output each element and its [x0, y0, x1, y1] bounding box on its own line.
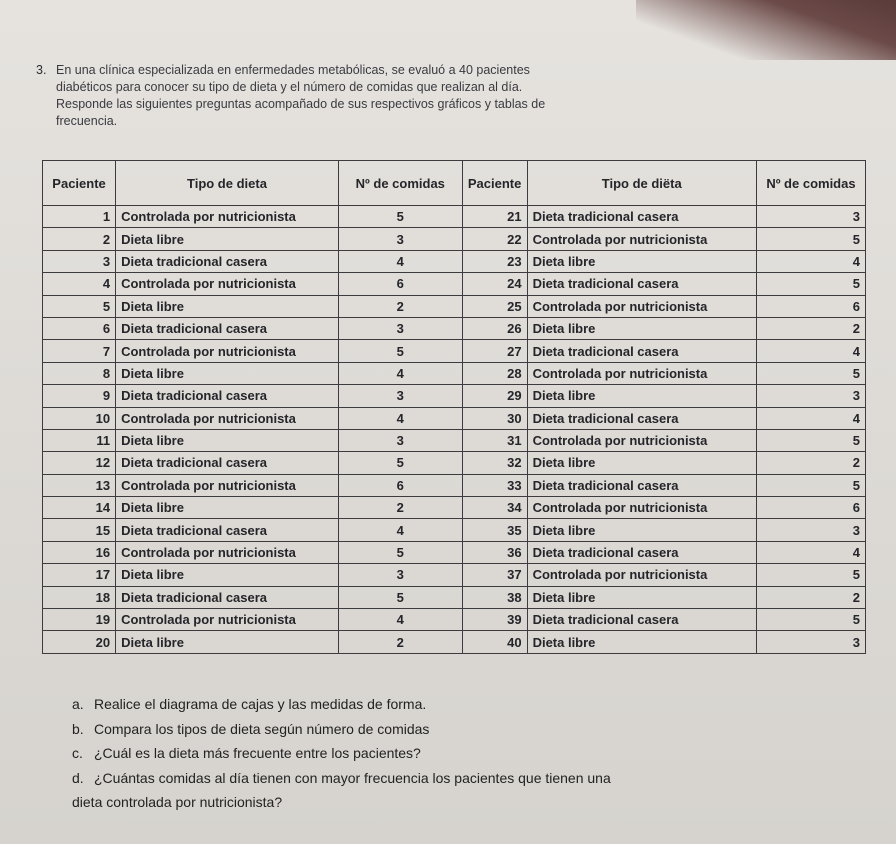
meals-count-cell: 3: [338, 228, 462, 250]
patient-number-cell: 27: [462, 340, 527, 362]
patient-diet-table: [42, 160, 866, 654]
problem-line: diabéticos para conocer su tipo de dieta y el número de comidas que realizan al día.: [56, 80, 523, 94]
header-patient-2: Paciente: [462, 161, 527, 206]
diet-type-cell: Dieta libre: [527, 519, 756, 541]
meals-count-cell: 6: [756, 295, 865, 317]
diet-type-cell: Dieta libre: [527, 586, 756, 608]
patient-number-cell: 26: [462, 317, 527, 339]
table-row: [43, 407, 866, 429]
meals-count-cell: 3: [338, 564, 462, 586]
meals-count-cell: 3: [756, 519, 865, 541]
header-meals: Nº de comidas: [338, 161, 462, 206]
header-diet-type-2: Tipo de diëta: [527, 161, 756, 206]
diet-type-cell: Dieta libre: [116, 631, 339, 653]
table-row: [43, 206, 866, 228]
patient-number-cell: 7: [43, 340, 116, 362]
meals-count-cell: 5: [756, 228, 865, 250]
patient-number-cell: 32: [462, 452, 527, 474]
question-a: [72, 692, 611, 717]
patient-number-cell: 1: [43, 206, 116, 228]
patient-number-cell: 22: [462, 228, 527, 250]
diet-type-cell: Controlada por nutricionista: [116, 206, 339, 228]
diet-type-cell: Dieta tradicional casera: [116, 317, 339, 339]
table-row: [43, 250, 866, 272]
patient-number-cell: 18: [43, 586, 116, 608]
meals-count-cell: 5: [338, 541, 462, 563]
table-row: [43, 362, 866, 384]
meals-count-cell: 4: [756, 541, 865, 563]
problem-line: frecuencia.: [56, 114, 118, 128]
patient-number-cell: 13: [43, 474, 116, 496]
diet-type-cell: Controlada por nutricionista: [527, 228, 756, 250]
problem-line: En una clínica especializada en enfermedades metabólicas, se evaluó a 40 pacientes: [56, 63, 530, 77]
meals-count-cell: 3: [756, 206, 865, 228]
patient-number-cell: 31: [462, 429, 527, 451]
meals-count-cell: 3: [338, 429, 462, 451]
patient-number-cell: 4: [43, 273, 116, 295]
meals-count-cell: 4: [756, 250, 865, 272]
meals-count-cell: 2: [338, 631, 462, 653]
diet-type-cell: Dieta libre: [116, 564, 339, 586]
question-label: b.: [72, 720, 84, 737]
table-row: [43, 295, 866, 317]
diet-type-cell: Dieta tradicional casera: [116, 385, 339, 407]
patient-number-cell: 11: [43, 429, 116, 451]
patient-number-cell: 3: [43, 250, 116, 272]
diet-type-cell: Controlada por nutricionista: [116, 541, 339, 563]
page-corner-shadow: [636, 0, 896, 60]
diet-type-cell: Dieta tradicional casera: [116, 519, 339, 541]
meals-count-cell: 6: [756, 497, 865, 519]
patient-number-cell: 23: [462, 250, 527, 272]
meals-count-cell: 4: [338, 407, 462, 429]
meals-count-cell: 5: [756, 273, 865, 295]
patient-number-cell: 15: [43, 519, 116, 541]
question-d: [72, 766, 611, 791]
question-c: [72, 741, 611, 766]
table-row: [43, 385, 866, 407]
question-text: ¿Cuántas comidas al día tienen con mayor frecuencia los pacientes que tienen una: [94, 769, 611, 786]
patient-number-cell: 29: [462, 385, 527, 407]
question-text: ¿Cuál es la dieta más frecuente entre los pacientes?: [94, 745, 421, 761]
diet-type-cell: Dieta tradicional casera: [527, 206, 756, 228]
table-row: [43, 586, 866, 608]
question-label: a.: [72, 696, 84, 712]
diet-type-cell: Controlada por nutricionista: [527, 564, 756, 586]
table-row: [43, 273, 866, 295]
diet-type-cell: Dieta libre: [527, 250, 756, 272]
question-text: Compara los tipos de dieta según número de comidas: [94, 720, 430, 737]
patient-number-cell: 40: [462, 631, 527, 653]
meals-count-cell: 5: [338, 586, 462, 608]
diet-type-cell: Controlada por nutricionista: [527, 497, 756, 519]
meals-count-cell: 2: [756, 586, 865, 608]
table-row: [43, 519, 866, 541]
patient-number-cell: 12: [43, 452, 116, 474]
question-text: Realice el diagrama de cajas y las medidas de forma.: [94, 696, 427, 712]
meals-count-cell: 4: [338, 519, 462, 541]
meals-count-cell: 4: [338, 609, 462, 631]
problem-line: Responde las siguientes preguntas acompañado de sus respectivos gráficos y tablas de: [56, 97, 546, 111]
meals-count-cell: 6: [338, 474, 462, 496]
patient-number-cell: 20: [43, 631, 116, 653]
table-row: [43, 452, 866, 474]
question-b: [72, 717, 611, 742]
diet-type-cell: Dieta libre: [527, 317, 756, 339]
diet-type-cell: Controlada por nutricionista: [116, 340, 339, 362]
patient-number-cell: 5: [43, 295, 116, 317]
meals-count-cell: 2: [338, 295, 462, 317]
patient-number-cell: 38: [462, 586, 527, 608]
table-row: [43, 497, 866, 519]
meals-count-cell: 4: [338, 250, 462, 272]
table-row: [43, 474, 866, 496]
meals-count-cell: 3: [338, 317, 462, 339]
patient-number-cell: 24: [462, 273, 527, 295]
diet-type-cell: Dieta libre: [116, 497, 339, 519]
header-patient: Paciente: [43, 161, 116, 206]
meals-count-cell: 5: [756, 429, 865, 451]
table-row: [43, 609, 866, 631]
question-label: d.: [72, 769, 84, 786]
diet-type-cell: Controlada por nutricionista: [116, 273, 339, 295]
meals-count-cell: 2: [338, 497, 462, 519]
patient-number-cell: 39: [462, 609, 527, 631]
patient-number-cell: 9: [43, 385, 116, 407]
diet-type-cell: Dieta tradicional casera: [527, 474, 756, 496]
patient-number-cell: 6: [43, 317, 116, 339]
meals-count-cell: 3: [338, 385, 462, 407]
meals-count-cell: 3: [756, 385, 865, 407]
diet-type-cell: Controlada por nutricionista: [527, 295, 756, 317]
patient-number-cell: 21: [462, 206, 527, 228]
question-label: c.: [72, 745, 83, 761]
patient-number-cell: 2: [43, 228, 116, 250]
meals-count-cell: 2: [756, 452, 865, 474]
meals-count-cell: 5: [338, 452, 462, 474]
patient-number-cell: 35: [462, 519, 527, 541]
diet-type-cell: Controlada por nutricionista: [527, 429, 756, 451]
meals-count-cell: 4: [338, 362, 462, 384]
diet-type-cell: Dieta libre: [527, 385, 756, 407]
patient-number-cell: 33: [462, 474, 527, 496]
patient-number-cell: 25: [462, 295, 527, 317]
problem-number: 3.: [36, 63, 47, 77]
diet-type-cell: Dieta libre: [116, 429, 339, 451]
table-row: [43, 340, 866, 362]
diet-type-cell: Dieta libre: [116, 362, 339, 384]
patient-number-cell: 8: [43, 362, 116, 384]
patient-number-cell: 10: [43, 407, 116, 429]
diet-type-cell: Dieta tradicional casera: [116, 586, 339, 608]
table-row: [43, 564, 866, 586]
meals-count-cell: 5: [338, 206, 462, 228]
table-row: [43, 429, 866, 451]
patient-number-cell: 17: [43, 564, 116, 586]
meals-count-cell: 5: [756, 474, 865, 496]
diet-type-cell: Dieta tradicional casera: [116, 250, 339, 272]
diet-type-cell: Controlada por nutricionista: [527, 362, 756, 384]
diet-type-cell: Dieta tradicional casera: [527, 541, 756, 563]
diet-type-cell: Dieta libre: [527, 452, 756, 474]
table-row: [43, 228, 866, 250]
patient-number-cell: 36: [462, 541, 527, 563]
table-row: [43, 541, 866, 563]
diet-type-cell: Dieta tradicional casera: [527, 609, 756, 631]
table-header-row: [43, 161, 866, 206]
patient-number-cell: 16: [43, 541, 116, 563]
diet-type-cell: Dieta tradicional casera: [527, 273, 756, 295]
diet-type-cell: Controlada por nutricionista: [116, 407, 339, 429]
patient-number-cell: 37: [462, 564, 527, 586]
meals-count-cell: 4: [756, 340, 865, 362]
patient-number-cell: 34: [462, 497, 527, 519]
problem-statement: [36, 62, 756, 130]
patient-number-cell: 14: [43, 497, 116, 519]
header-diet-type: Tipo de dieta: [116, 161, 339, 206]
meals-count-cell: 3: [756, 631, 865, 653]
patient-number-cell: 28: [462, 362, 527, 384]
meals-count-cell: 5: [338, 340, 462, 362]
diet-type-cell: Controlada por nutricionista: [116, 609, 339, 631]
diet-type-cell: Dieta libre: [116, 228, 339, 250]
diet-type-cell: Dieta libre: [527, 631, 756, 653]
meals-count-cell: 2: [756, 317, 865, 339]
meals-count-cell: 5: [756, 564, 865, 586]
table-row: [43, 317, 866, 339]
meals-count-cell: 5: [756, 609, 865, 631]
patient-number-cell: 30: [462, 407, 527, 429]
table-row: [43, 631, 866, 653]
patient-number-cell: 19: [43, 609, 116, 631]
diet-type-cell: Dieta tradicional casera: [527, 340, 756, 362]
table-body: [43, 206, 866, 654]
meals-count-cell: 4: [756, 407, 865, 429]
meals-count-cell: 6: [338, 273, 462, 295]
meals-count-cell: 5: [756, 362, 865, 384]
diet-type-cell: Dieta tradicional casera: [527, 407, 756, 429]
diet-type-cell: Controlada por nutricionista: [116, 474, 339, 496]
header-meals-2: Nº de comidas: [756, 161, 865, 206]
question-d-continuation: dieta controlada por nutricionista?: [72, 794, 283, 810]
diet-type-cell: Dieta tradicional casera: [116, 452, 339, 474]
diet-type-cell: Dieta libre: [116, 295, 339, 317]
questions-list: [72, 692, 611, 815]
